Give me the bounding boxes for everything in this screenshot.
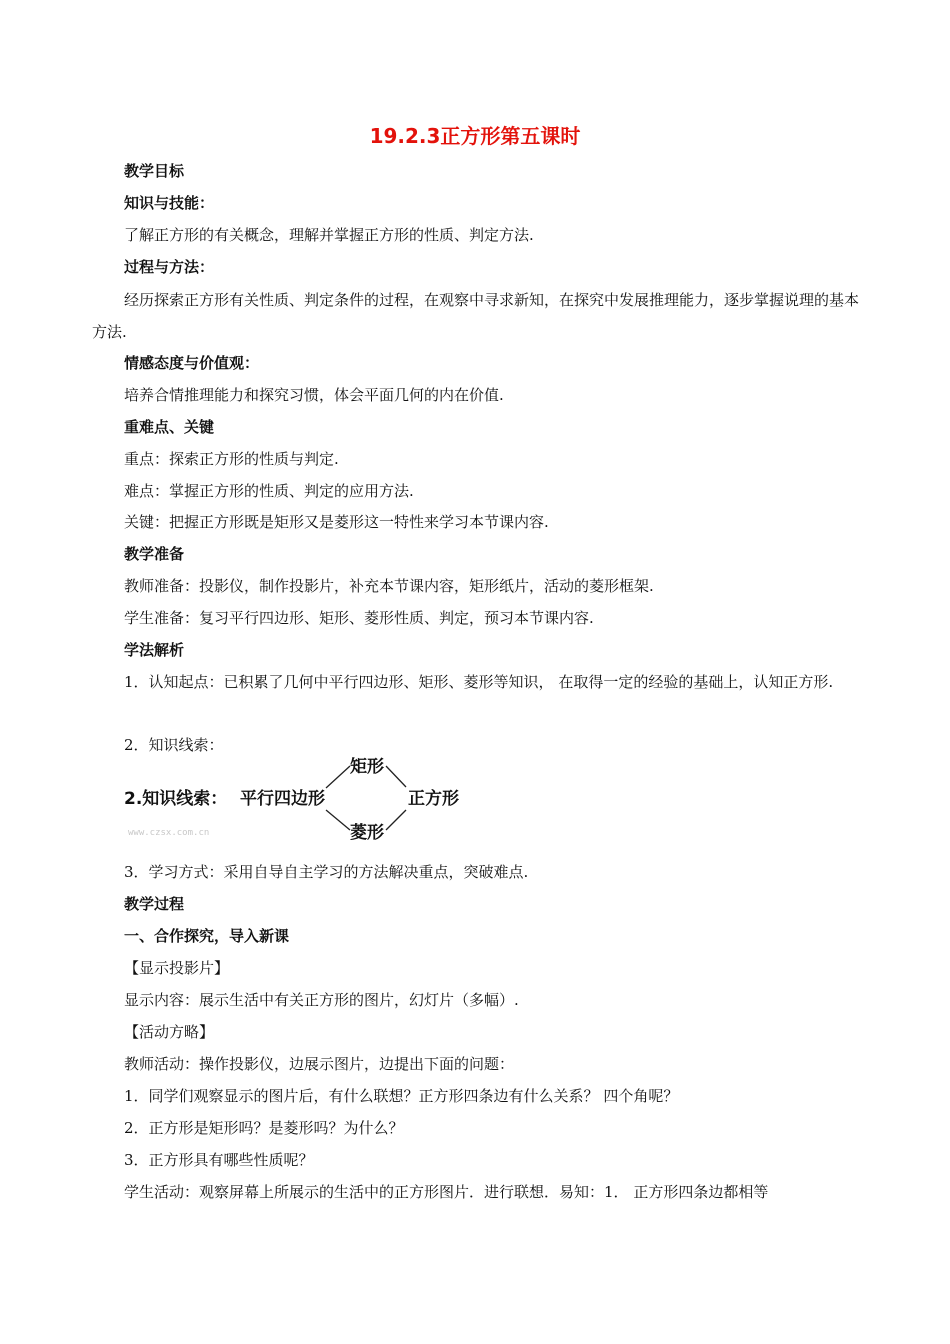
teacher-activity-text: 教师活动：操作投影仪，边展示图片，边提出下面的问题：	[124, 1055, 515, 1073]
emotion-text: 培养合情推理能力和探究习惯，体会平面几何的内在价值.	[124, 386, 504, 404]
question-2: 2．正方形是矩形吗？是菱形吗？为什么？	[124, 1119, 404, 1137]
keypoint-critical: 关键：把握正方形既是矩形又是菱形这一特性来学习本节课内容.	[124, 513, 549, 531]
keypoints-heading: 重难点、关键	[124, 418, 215, 436]
connector-parallelogram-rhombus	[326, 810, 350, 830]
section-1-heading: 一、合作探究，导入新课	[124, 927, 290, 945]
keypoint-difficult: 难点：掌握正方形的性质、判定的应用方法.	[124, 482, 414, 500]
method-heading: 学法解析	[124, 641, 185, 659]
show-slide-label: 【显示投影片】	[124, 959, 230, 977]
diagram-square-label: 正方形	[408, 789, 459, 809]
teacher-preparation: 教师准备：投影仪，制作投影片，补充本节课内容，矩形纸片，活动的菱形框架.	[124, 577, 654, 595]
activity-label: 【活动方略】	[124, 1023, 215, 1041]
student-preparation: 学生准备：复习平行四边形、矩形、菱形性质、判定，预习本节课内容.	[124, 609, 594, 627]
keypoint-key: 重点：探索正方形的性质与判定.	[124, 450, 339, 468]
process-method-paragraph	[92, 284, 862, 348]
diagram-parallelogram-label: 平行四边形	[240, 789, 325, 809]
diagram-rectangle-label: 矩形	[350, 757, 384, 777]
knowledge-text: 了解正方形的有关概念，理解并掌握正方形的性质、判定方法.	[124, 226, 534, 244]
preparation-heading: 教学准备	[124, 545, 185, 563]
diagram-prefix-label: 2.知识线索：	[124, 789, 228, 809]
page-title: 19.2.3正方形第五课时	[369, 124, 581, 148]
connector-rectangle-square	[386, 766, 406, 787]
show-content-text: 显示内容：展示生活中有关正方形的图片，幻灯片（多幅）.	[124, 991, 519, 1009]
method-item-1: 1．认知起点：已积累了几何中平行四边形、矩形、菱形等知识， 在取得一定的经验的基础上，认知正方形.	[124, 673, 834, 691]
connector-parallelogram-rectangle	[326, 766, 350, 788]
student-activity-text: 学生活动：观察屏幕上所展示的生活中的正方形图片．进行联想．易知：1． 正方形四条边都相等	[124, 1183, 769, 1201]
question-1: 1．同学们观察显示的图片后，有什么联想？正方形四条边有什么关系？ 四个角呢？	[124, 1087, 679, 1105]
process-method-text: 经历探索正方形有关性质、判定条件的过程，在观察中寻求新知，在探究中发展推理能力，逐步掌握说理的基本方法.	[92, 291, 860, 341]
process-heading: 教学过程	[124, 895, 185, 913]
method-item-2: 2．知识线索：	[124, 736, 224, 754]
knowledge-heading: 知识与技能：	[124, 194, 215, 212]
method-item-3: 3．学习方式：采用自导自主学习的方法解决重点，突破难点.	[124, 863, 529, 881]
emotion-heading: 情感态度与价值观：	[124, 354, 260, 372]
diagram-rhombus-label: 菱形	[350, 823, 384, 843]
question-3: 3．正方形具有哪些性质呢？	[124, 1151, 314, 1169]
knowledge-thread-diagram	[124, 752, 484, 852]
diagram-watermark: www.czsx.com.cn	[128, 828, 210, 838]
process-method-heading: 过程与方法：	[124, 258, 215, 276]
connector-rhombus-square	[386, 810, 406, 830]
method-item-1-paragraph	[92, 666, 862, 698]
objectives-heading: 教学目标	[124, 162, 185, 180]
